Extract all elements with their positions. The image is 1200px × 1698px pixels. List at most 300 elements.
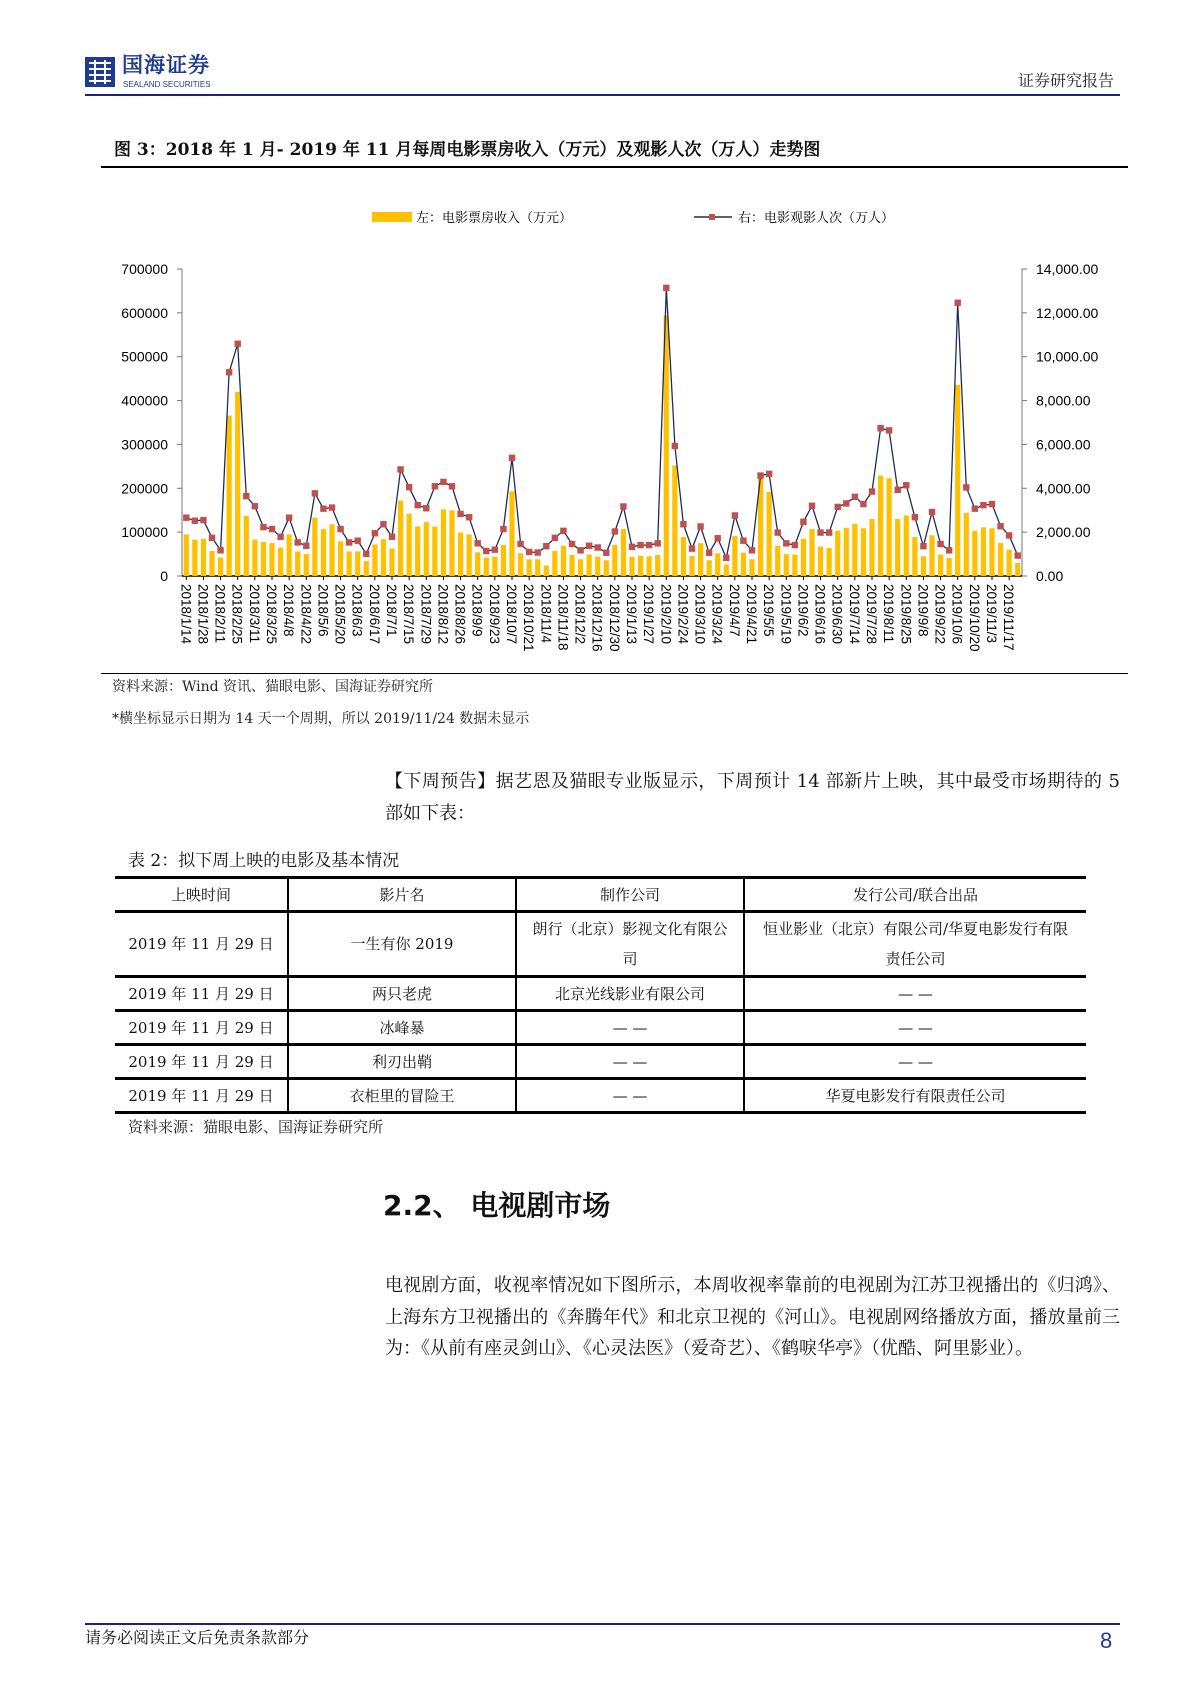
table-row: [115, 977, 1086, 1011]
x-tick-label: 2018/11/18: [555, 584, 571, 651]
bar-box-office: [381, 539, 386, 576]
x-tick-label: 2018/10/7: [504, 584, 519, 645]
right-y-tick-label: 4,000.00: [1036, 480, 1091, 497]
marker-attendance: [903, 482, 909, 488]
marker-attendance: [680, 521, 686, 527]
distributor: — —: [744, 977, 1086, 1011]
x-tick-label: 2018/7/15: [401, 584, 417, 645]
disclaimer-note: 请务必阅读正文后免责条款部分: [85, 1628, 310, 1647]
bar-box-office: [312, 518, 317, 576]
marker-attendance: [483, 548, 489, 554]
bar-box-office: [732, 536, 737, 576]
bar-box-office: [355, 551, 360, 576]
marker-attendance: [526, 549, 532, 555]
x-tick-label: 2018/5/20: [332, 584, 348, 645]
header-cell: 影片名: [288, 878, 516, 912]
x-tick-label: 2019/11/17: [1001, 584, 1017, 651]
upcoming-films-table: [115, 876, 1086, 1114]
left-y-tick-label: 100000: [121, 524, 168, 541]
bar-box-office: [492, 557, 497, 576]
x-tick-label: 2019/10/20: [966, 584, 982, 652]
marker-attendance: [920, 543, 926, 549]
table-row: [115, 1011, 1086, 1045]
bar-box-office: [295, 551, 300, 576]
marker-attendance: [749, 547, 755, 553]
marker-attendance: [466, 514, 472, 520]
box-office-chart: [0, 190, 1200, 670]
x-tick-label: 2019/4/7: [726, 584, 742, 637]
marker-attendance: [612, 528, 618, 534]
header-cell: 发行公司/联合出品: [744, 878, 1086, 912]
x-tick-label: 2018/4/8: [281, 584, 297, 637]
bar-box-office: [938, 555, 943, 576]
bar-box-office: [235, 392, 240, 576]
x-tick-label: 2018/9/9: [469, 584, 485, 637]
header-cell: 制作公司: [516, 878, 744, 912]
bar-box-office: [398, 501, 403, 576]
bar-box-office: [809, 529, 814, 576]
marker-attendance: [543, 543, 549, 549]
bar-box-office: [989, 528, 994, 576]
right-y-tick-label: 12,000.00: [1036, 304, 1099, 321]
marker-attendance: [989, 501, 995, 507]
bar-box-office: [775, 546, 780, 576]
right-y-tick-label: 14,000.00: [1036, 261, 1099, 277]
figure-title-rule: [101, 166, 1128, 168]
marker-attendance: [577, 547, 583, 553]
marker-attendance: [706, 550, 712, 556]
bar-box-office: [801, 539, 806, 576]
left-y-tick-label: 500000: [121, 348, 168, 365]
x-tick-label: 2018/7/29: [418, 584, 434, 645]
bar-box-office: [972, 531, 977, 576]
bar-box-office: [501, 545, 506, 576]
bar-box-office: [629, 557, 634, 576]
marker-attendance: [826, 529, 832, 535]
left-y-tick-label: 400000: [121, 392, 168, 409]
marker-attendance: [783, 540, 789, 546]
marker-attendance: [637, 542, 643, 548]
marker-attendance: [912, 514, 918, 520]
bar-box-office: [569, 555, 574, 576]
marker-attendance: [1006, 532, 1012, 538]
bar-box-office: [895, 519, 900, 576]
distributor: 华夏电影发行有限责任公司: [744, 1079, 1086, 1113]
left-y-tick-label: 700000: [121, 261, 168, 277]
bar-box-office: [467, 534, 472, 576]
bar-box-office: [458, 533, 463, 576]
producer: 朗行（北京）影视文化有限公司: [516, 912, 744, 977]
x-tick-label: 2019/7/28: [864, 584, 879, 645]
right-y-tick-label: 6,000.00: [1036, 436, 1091, 453]
marker-attendance: [646, 542, 652, 548]
bar-box-office: [604, 560, 609, 576]
bar-box-office: [1015, 563, 1020, 576]
bar-box-office: [724, 565, 729, 576]
x-tick-label: 2019/6/2: [795, 584, 811, 637]
film-title: 冰峰暴: [288, 1011, 516, 1045]
marker-attendance: [697, 523, 703, 529]
marker-attendance: [363, 551, 369, 557]
marker-attendance: [500, 526, 506, 532]
x-tick-label: 2019/6/16: [812, 584, 828, 645]
logo-name-en: SEALAND SECURITIES: [123, 80, 211, 89]
table-row: [115, 1079, 1086, 1113]
bar-box-office: [861, 528, 866, 576]
sealand-logo-icon: [85, 57, 115, 87]
bar-box-office: [749, 559, 754, 576]
release-date: 2019 年 11 月 29 日: [115, 1045, 288, 1079]
marker-attendance: [200, 517, 206, 523]
x-tick-label: 2019/4/21: [744, 584, 759, 645]
bar-box-office: [621, 529, 626, 576]
marker-attendance: [226, 369, 232, 375]
marker-attendance: [595, 544, 601, 550]
bar-box-office: [612, 545, 617, 576]
marker-attendance: [955, 300, 961, 306]
marker-attendance: [183, 514, 189, 520]
bar-box-office: [929, 535, 934, 576]
bar-box-office: [835, 531, 840, 576]
marker-attendance: [886, 427, 892, 433]
x-tick-label: 2019/7/14: [846, 584, 862, 645]
marker-attendance: [895, 487, 901, 493]
bar-box-office: [544, 565, 549, 576]
bar-box-office: [372, 544, 377, 576]
x-tick-label: 2019/10/6: [949, 584, 965, 645]
bar-box-office: [827, 548, 832, 576]
bar-box-office: [578, 559, 583, 576]
x-tick-label: 2019/2/10: [658, 584, 674, 645]
marker-attendance: [655, 540, 661, 546]
marker-attendance: [209, 535, 215, 541]
x-tick-label: 2019/2/24: [675, 584, 691, 645]
marker-attendance: [277, 534, 283, 540]
marker-attendance: [663, 285, 669, 291]
marker-attendance: [1015, 552, 1021, 558]
marker-attendance: [963, 484, 969, 490]
right-y-tick-label: 0.00: [1036, 568, 1064, 584]
marker-attendance: [492, 546, 498, 552]
bar-box-office: [767, 492, 772, 576]
marker-attendance: [629, 544, 635, 550]
x-tick-label: 2018/1/28: [195, 584, 211, 645]
x-tick-label: 2018/12/30: [606, 584, 622, 652]
marker-attendance: [380, 521, 386, 527]
bar-box-office: [955, 385, 960, 576]
bar-box-office: [698, 543, 703, 576]
x-tick-label: 2019/3/24: [709, 584, 725, 645]
bar-box-office: [998, 543, 1003, 576]
bar-box-office: [518, 553, 523, 576]
marker-attendance: [449, 483, 455, 489]
bar-box-office: [869, 519, 874, 576]
bar-box-office: [227, 415, 232, 576]
marker-attendance: [997, 523, 1003, 529]
bar-box-office: [321, 529, 326, 576]
x-tick-label: 2019/1/27: [641, 584, 657, 645]
marker-attendance: [320, 505, 326, 511]
marker-attendance: [415, 502, 421, 508]
x-tick-label: 2019/3/10: [692, 584, 708, 645]
marker-attendance: [732, 512, 738, 518]
producer: — —: [516, 1045, 744, 1079]
marker-attendance: [929, 509, 935, 515]
bar-box-office: [792, 555, 797, 576]
bar-box-office: [432, 526, 437, 576]
marker-attendance: [672, 443, 678, 449]
marker-attendance: [286, 514, 292, 520]
marker-attendance: [432, 483, 438, 489]
x-tick-label: 2018/1/14: [178, 584, 194, 645]
left-y-tick-label: 600000: [121, 304, 168, 321]
chart-legend: [372, 210, 894, 225]
bar-box-office: [304, 554, 309, 576]
marker-attendance: [235, 341, 241, 347]
legend-line-marker: [709, 214, 715, 220]
figure-bottom-rule: [101, 673, 1128, 674]
bar-box-office: [715, 553, 720, 576]
bar-box-office: [707, 560, 712, 576]
right-y-tick-label: 8,000.00: [1036, 392, 1091, 409]
bar-box-office: [981, 527, 986, 576]
producer: 北京光线影业有限公司: [516, 977, 744, 1011]
bar-box-office: [887, 478, 892, 576]
marker-attendance: [295, 539, 301, 545]
x-tick-label: 2019/5/5: [761, 584, 777, 637]
marker-attendance: [560, 528, 566, 534]
marker-attendance: [869, 488, 875, 494]
line-attendance: [186, 288, 1017, 558]
bar-box-office: [844, 528, 849, 576]
release-date: 2019 年 11 月 29 日: [115, 912, 288, 977]
producer: — —: [516, 1079, 744, 1113]
table-header-row: [115, 878, 1086, 912]
bar-box-office: [741, 553, 746, 576]
bar-box-office: [287, 534, 292, 576]
next-week-preview: 【下周预告】据艺恩及猫眼专业版显示，下周预计 14 部新片上映，其中最受市场期待的 5 部如下表：: [385, 771, 1120, 824]
marker-attendance: [372, 530, 378, 536]
bar-box-office: [244, 516, 249, 576]
legend-bar-label: 左：电影票房收入（万元）: [416, 210, 573, 225]
marker-attendance: [475, 540, 481, 546]
left-y-tick-label: 300000: [121, 436, 168, 453]
marker-attendance: [852, 494, 858, 500]
bar-box-office: [269, 543, 274, 576]
x-tick-label: 2019/1/13: [624, 584, 639, 645]
marker-attendance: [260, 524, 266, 530]
bar-box-office: [964, 513, 969, 576]
bar-box-office: [689, 556, 694, 576]
bar-box-office: [201, 539, 206, 576]
x-tick-label: 2018/4/22: [298, 584, 314, 645]
x-tick-label: 2018/6/3: [349, 584, 365, 637]
x-tick-label: 2019/8/11: [881, 584, 897, 644]
bar-box-office: [407, 514, 412, 576]
x-tick-label: 2018/5/6: [315, 584, 331, 637]
x-tick-label: 2019/8/25: [898, 584, 914, 645]
marker-attendance: [243, 493, 249, 499]
table-source: 资料来源：猫眼电影、国海证券研究所: [128, 1118, 384, 1136]
bar-box-office: [595, 557, 600, 576]
film-title: 利刃出鞘: [288, 1045, 516, 1079]
marker-attendance: [355, 537, 361, 543]
bar-box-office: [638, 556, 643, 576]
bar-box-office: [852, 524, 857, 576]
x-tick-label: 2018/9/23: [486, 584, 502, 645]
marker-attendance: [535, 549, 541, 555]
marker-attendance: [809, 503, 815, 509]
marker-attendance: [303, 543, 309, 549]
film-title: 两只老虎: [288, 977, 516, 1011]
marker-attendance: [603, 550, 609, 556]
marker-attendance: [843, 500, 849, 506]
x-tick-label: 2019/11/3: [984, 584, 999, 644]
bar-box-office: [184, 534, 189, 576]
bar-box-office: [818, 547, 823, 576]
legend-bar-swatch: [372, 212, 412, 222]
marker-attendance: [792, 542, 798, 548]
producer: — —: [516, 1011, 744, 1045]
marker-attendance: [620, 503, 626, 509]
marker-attendance: [757, 472, 763, 478]
bar-box-office: [681, 537, 686, 576]
marker-attendance: [817, 529, 823, 535]
marker-attendance: [972, 505, 978, 511]
figure-note: *横坐标显示日期为 14 天一个周期，所以 2019/11/24 数据未显示: [112, 711, 530, 727]
marker-attendance: [252, 503, 258, 509]
x-tick-label: 2018/10/21: [521, 584, 537, 652]
bar-box-office: [278, 547, 283, 576]
bar-box-office: [441, 509, 446, 576]
bar-box-office: [672, 465, 677, 576]
marker-attendance: [329, 504, 335, 510]
bar-box-office: [192, 540, 197, 576]
marker-attendance: [860, 501, 866, 507]
bar-box-office: [655, 555, 660, 576]
marker-attendance: [715, 535, 721, 541]
bar-box-office: [218, 558, 223, 576]
x-tick-label: 2018/8/12: [435, 584, 451, 645]
film-title: 衣柜里的冒险王: [288, 1079, 516, 1113]
release-date: 2019 年 11 月 29 日: [115, 977, 288, 1011]
distributor: — —: [744, 1011, 1086, 1045]
bar-box-office: [552, 551, 557, 576]
left-y-tick-label: 0: [160, 568, 168, 584]
x-tick-label: 2018/7/1: [384, 584, 399, 637]
marker-attendance: [689, 545, 695, 551]
bar-box-office: [561, 546, 566, 576]
bar-box-office: [509, 491, 514, 576]
x-tick-label: 2019/6/30: [829, 584, 845, 645]
bar-box-office: [364, 561, 369, 576]
marker-attendance: [397, 466, 403, 472]
page-number: 8: [1100, 1628, 1113, 1653]
marker-attendance: [517, 541, 523, 547]
x-tick-label: 2018/8/26: [452, 584, 468, 645]
marker-attendance: [389, 534, 395, 540]
bar-box-office: [921, 556, 926, 576]
marker-attendance: [946, 547, 952, 553]
report-type: 证券研究报告: [1017, 71, 1114, 90]
bar-box-office: [415, 526, 420, 576]
x-tick-label: 2018/6/17: [366, 584, 382, 645]
section-heading: 2.2、 电视剧市场: [383, 1189, 611, 1222]
table-caption: 表 2：拟下周上映的电影及基本情况: [128, 851, 400, 871]
marker-attendance: [723, 555, 729, 561]
x-tick-label: 2018/12/16: [589, 584, 605, 652]
x-tick-label: 2019/5/19: [778, 584, 794, 645]
bar-box-office: [338, 541, 343, 576]
marker-attendance: [740, 537, 746, 543]
x-tick-label: 2019/9/22: [932, 584, 948, 645]
footer-rule: [85, 1623, 1120, 1625]
bar-box-office: [475, 552, 480, 576]
distributor: 恒业影业（北京）有限公司/华夏电影发行有限责任公司: [744, 912, 1086, 977]
x-tick-label: 2018/2/11: [212, 584, 228, 644]
x-tick-label: 2018/2/25: [229, 584, 245, 645]
marker-attendance: [835, 504, 841, 510]
right-y-tick-label: 2,000.00: [1036, 524, 1091, 541]
bar-box-office: [878, 476, 883, 576]
bar-box-office: [1007, 550, 1012, 576]
bar-box-office: [784, 554, 789, 576]
marker-attendance: [346, 539, 352, 545]
x-tick-label: 2018/3/11: [246, 584, 262, 644]
bar-box-office: [947, 558, 952, 576]
bar-box-office: [647, 556, 652, 576]
figure-source: 资料来源：Wind 资讯、猫眼电影、国海证券研究所: [112, 679, 434, 695]
tv-market-paragraph: 电视剧方面，收视率情况如下图所示，本周收视率靠前的电视剧为江苏卫视播出的《归鸿》、上海东方卫视播出的《奔腾年代》和北京卫视的《河山》。电视剧网络播放方面，播放量前三为：《从前有座灵剑山》、《心灵法医》（爱奇艺）、《鹤唳华亭》（优酷、阿里影业）。: [385, 1275, 1120, 1359]
marker-attendance: [509, 455, 515, 461]
header-cell: 上映时间: [115, 878, 288, 912]
film-title: 一生有你 2019: [288, 912, 516, 977]
bar-box-office: [329, 524, 334, 576]
marker-attendance: [192, 518, 198, 524]
bar-box-office: [209, 551, 214, 576]
marker-attendance: [775, 529, 781, 535]
marker-attendance: [269, 526, 275, 532]
marker-attendance: [877, 425, 883, 431]
marker-attendance: [569, 541, 575, 547]
bar-box-office: [527, 559, 532, 576]
bar-box-office: [449, 510, 454, 576]
marker-attendance: [800, 519, 806, 525]
release-date: 2019 年 11 月 29 日: [115, 1079, 288, 1113]
marker-attendance: [937, 541, 943, 547]
distributor: — —: [744, 1045, 1086, 1079]
marker-attendance: [980, 502, 986, 508]
header-rule: [85, 94, 1120, 96]
x-tick-label: 2019/9/8: [915, 584, 931, 637]
marker-attendance: [312, 490, 318, 496]
bar-box-office: [347, 551, 352, 576]
bar-box-office: [261, 542, 266, 576]
marker-attendance: [423, 505, 429, 511]
marker-attendance: [406, 484, 412, 490]
bar-box-office: [389, 548, 394, 576]
bar-box-office: [484, 558, 489, 576]
bar-box-office: [904, 515, 909, 576]
bar-box-office: [912, 537, 917, 576]
table-row: [115, 1045, 1086, 1079]
marker-attendance: [337, 526, 343, 532]
legend-line-label: 右：电影观影人次（万人）: [738, 210, 895, 225]
marker-attendance: [766, 471, 772, 477]
table-row: [115, 912, 1086, 977]
marker-attendance: [440, 479, 446, 485]
x-tick-label: 2018/12/2: [572, 584, 588, 645]
